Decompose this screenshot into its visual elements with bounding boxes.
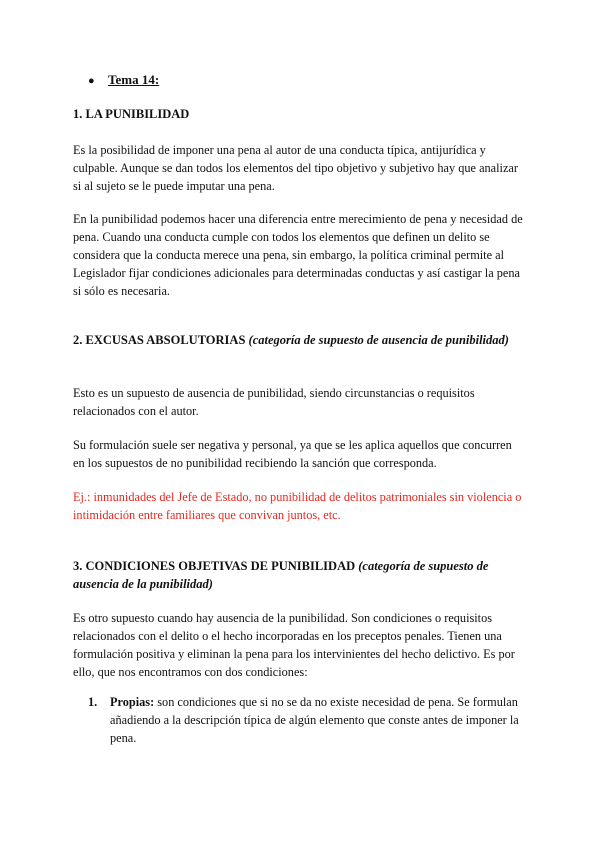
section-1	[73, 105, 523, 123]
section-3-paragraph-1: Es otro supuesto cuando hay ausencia de la punibilidad. Son condiciones o requisitos relacionados con el delito o el hecho incorporadas en los preceptos penales. Tienen una formulación positiva y eliminan la pena para los intervinientes del hecho delictivo. Es por ello, que nos encontramos con dos condiciones:	[73, 611, 515, 679]
section-1-heading: 1. LA PUNIBILIDAD	[73, 107, 190, 121]
section-2	[73, 331, 523, 349]
section-2-paragraph-2: Su formulación suele ser negativa y personal, ya que se les aplica aquellos que concurren en los supuestos de no punibilidad recibiendo la sanción que corresponda.	[73, 438, 512, 470]
topic-label: Tema 14:	[108, 72, 160, 87]
section-2-paragraph-2-block	[73, 436, 523, 472]
section-1-paragraph-1: Es la posibilidad de imponer una pena al autor de una conducta típica, antijurídica y culpable. Aunque se dan todos los elementos del tipo objetivo y subjetivo hay que analizar si al sujeto se le puede imputar una pena.	[73, 143, 518, 193]
numbered-list	[88, 693, 528, 747]
topic-title	[88, 70, 159, 91]
list-item-text: son condiciones que si no se da no existe necesidad de pena. Se formulan añadiendo a la descripción típica de algún elemento que conste antes de imponer la pena.	[110, 695, 519, 745]
list-item	[110, 693, 528, 747]
section-2-example: Ej.: inmunidades del Jefe de Estado, no punibilidad de delitos patrimoniales sin violencia o intimidación entre familiares que convivan juntos, etc.	[73, 490, 522, 522]
section-2-heading-italic: (categoría de supuesto de ausencia de punibilidad)	[248, 333, 509, 347]
section-3	[73, 557, 523, 593]
section-2-example-block	[73, 488, 523, 524]
section-2-paragraph-1-block	[73, 384, 523, 420]
section-3-heading-main: 3. CONDICIONES OBJETIVAS DE PUNIBILIDAD	[73, 559, 356, 573]
section-3-heading	[73, 557, 523, 593]
list-item-term: Propias:	[110, 695, 155, 709]
section-3-heading-italic: (categoría de supuesto de ausencia de la punibilidad)	[73, 559, 489, 591]
section-2-heading	[73, 331, 523, 349]
section-1-paragraph-2-block	[73, 210, 523, 300]
list-item-number: 1.	[88, 695, 98, 709]
section-2-heading-main: 2. EXCUSAS ABSOLUTORIAS	[73, 333, 246, 347]
section-3-paragraph-1-block	[73, 609, 523, 681]
section-1-paragraph-2: En la punibilidad podemos hacer una diferencia entre merecimiento de pena y necesidad de pena. Cuando una conducta cumple con todos los elementos que definen un delito se considera que la conducta merece una pena, sin embargo, la política criminal permite al Legislador fijar condiciones adicionales para determinadas conductas y así castigar la pena si sólo es necesaria.	[73, 212, 523, 298]
section-1-paragraph-1-block	[73, 141, 523, 195]
section-2-paragraph-1: Esto es un supuesto de ausencia de punibilidad, siendo circunstancias o requisitos relacionados con el autor.	[73, 386, 475, 418]
bullet-icon: ●	[88, 75, 95, 87]
